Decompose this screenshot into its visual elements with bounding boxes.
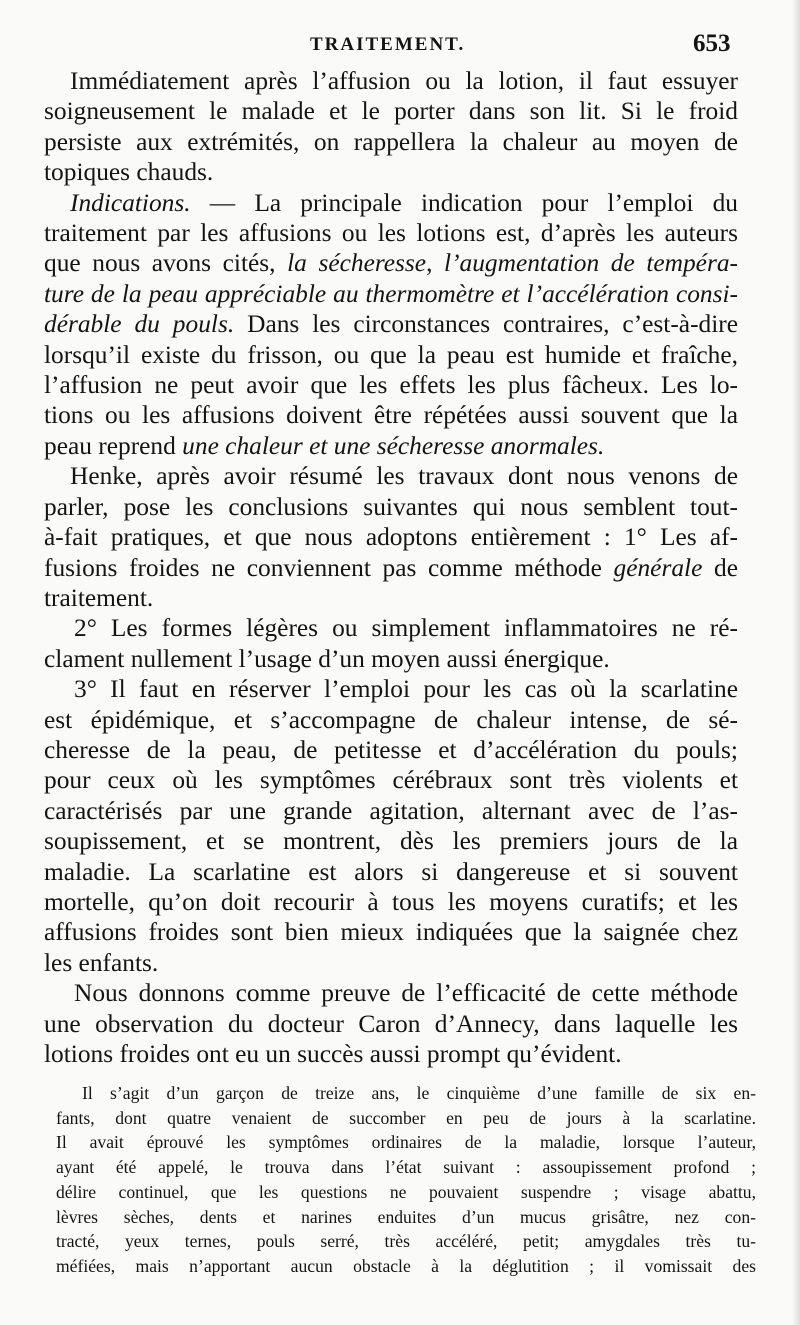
paragraph-conclusion-3 (44, 674, 738, 978)
text-line: 3° Il faut en réserver l’emploi pour les cas où la scarlatine (74, 675, 738, 704)
text-line: lotions froides ont eu un succès aussi prompt qu’évident. (44, 1040, 622, 1068)
footnote-line: délire continuel, que les questions ne pouvaient suspendre ; visage abattu, (56, 1181, 756, 1202)
text-line: soigneusement le malade et le porter dans son lit. Si le froid (44, 97, 738, 126)
emphasis: une chaleur et une sécheresse anormales. (182, 431, 605, 460)
text-line: tions ou les affusions doivent être répétées aussi souvent que la (44, 401, 738, 430)
observation-footnote (56, 1081, 756, 1279)
text-line: maladie. La scarlatine est alors si dangereuse et si souvent (44, 857, 738, 886)
text-line: caractérisés par une grande agitation, alternant avec de l’as- (44, 796, 738, 825)
text-span: fusions froides ne conviennent pas comme méthode (44, 553, 614, 582)
text-line: topiques chauds. (44, 158, 214, 187)
paragraph-observation-intro (44, 978, 738, 1069)
text-line: lorsqu’il existe du frisson, ou que la peau est humide et fraîche, (44, 340, 738, 369)
text-line: soupissement, et se montrent, dès les premiers jours de la (44, 827, 738, 856)
footnote-line: Il s’agit d’un garçon de treize ans, le cinquième d’une famille de six en- (82, 1083, 756, 1103)
text-line (44, 279, 738, 309)
text-line: traitement. (44, 583, 154, 612)
text-line (44, 248, 738, 278)
text-line: traitement par les affusions ou les lotions est, d’après les auteurs (44, 219, 738, 248)
text-line: est épidémique, et s’accompagne de chaleur intense, de sé- (44, 705, 738, 734)
paragraph-affusion-care (44, 66, 738, 188)
text-span: que nous avons cités, (44, 249, 288, 278)
text-line: persiste aux extrémités, on rappellera la chaleur au moyen de (44, 127, 738, 156)
paragraph-conclusion-2 (44, 613, 738, 674)
text-line (44, 553, 738, 583)
text-span: Dans les circonstances contraires, c’est-à-dire (234, 310, 739, 339)
text-line (44, 309, 738, 339)
text-line: une observation du docteur Caron d’Annecy, dans laquelle les (44, 1009, 738, 1038)
paragraph-indications (44, 188, 738, 462)
indications-label: Indications. (70, 188, 191, 217)
emphasis: générale (613, 553, 703, 582)
text-line (44, 188, 738, 218)
text-line (44, 431, 738, 461)
text-line: cheresse de la peau, de petitesse et d’accélération du pouls; (44, 735, 738, 764)
text-line: à-fait pratiques, et que nous adoptons entièrement : 1° Les af- (44, 523, 738, 552)
text-line: pour ceux où les symptômes cérébraux sont très violents et (44, 766, 738, 795)
paragraph-henke (44, 461, 738, 613)
text-line: affusions froides sont bien mieux indiquées que la saignée chez (44, 918, 738, 947)
main-text (44, 66, 738, 1069)
emphasis: la sécheresse (287, 249, 427, 278)
text-line: l’affusion ne peut avoir que les effets les plus fâcheux. Les lo- (44, 371, 738, 400)
text-line: parler, pose les conclusions suivantes qui nous semblent tout- (44, 492, 738, 521)
footnote-line: lèvres sèches, dents et narines enduites d’un mucus grisâtre, nez con- (56, 1206, 756, 1227)
running-title: TRAITEMENT. (310, 34, 466, 55)
text-span: peau reprend (44, 431, 183, 460)
text-line: Immédiatement après l’affusion ou la lotion, il faut essuyer (70, 67, 738, 95)
footnote-line: méfiées, mais n’apportant aucun obstacle à la déglutition ; il vomissait des (56, 1255, 756, 1276)
text-line: Henke, après avoir résumé les travaux dont nous venons de (70, 462, 738, 491)
text-line: clament nullement l’usage d’un moyen aussi énergique. (44, 644, 610, 673)
footnote-line: Il avait éprouvé les symptômes ordinaires de la maladie, lorsque l’auteur, (56, 1132, 756, 1153)
text-span: de (702, 553, 738, 582)
text-span: , (426, 249, 445, 278)
page-header (0, 30, 800, 64)
emphasis: dérable du pouls. (44, 310, 235, 339)
emphasis: ture de la peau appréciable au thermomètre et l’accélération consi- (44, 279, 738, 308)
emphasis: l’augmentation de tempéra- (444, 249, 738, 278)
text-line: mortelle, qu’on doit recourir à tous les moyens curatifs; et les (44, 887, 738, 916)
footnote-line: ayant été appelé, le trouva dans l’état suivant : assoupissement profond ; (56, 1157, 756, 1178)
text-line: 2° Les formes légères ou simplement inflammatoires ne ré- (74, 614, 738, 643)
scan-edge-shadow (792, 0, 800, 1325)
page-number: 653 (693, 30, 731, 57)
footnote-line: fants, dont quatre venaient de succomber en peu de jours à la scarlatine. (56, 1107, 756, 1128)
text-line: les enfants. (44, 948, 159, 977)
text-span: — La principale indication pour l’emploi du (190, 188, 738, 217)
text-line: Nous donnons comme preuve de l’efficacité de cette méthode (74, 979, 738, 1008)
footnote-line: tracté, yeux ternes, pouls serré, très accéléré, petit; amygdales très tu- (56, 1231, 756, 1252)
